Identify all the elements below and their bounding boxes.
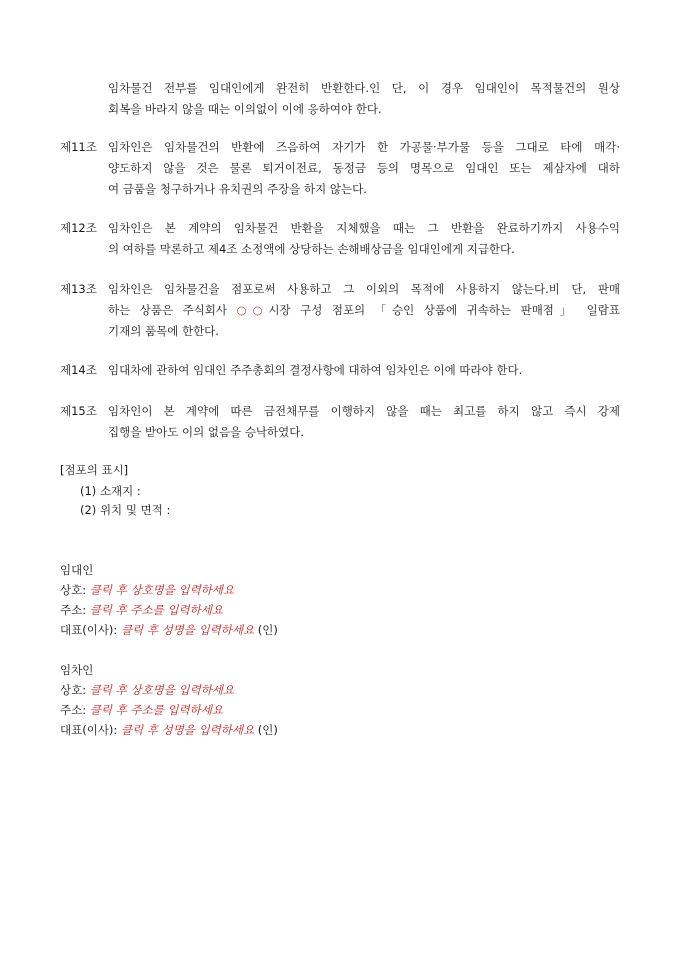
lessee-company-row — [60, 680, 234, 701]
article-line: 기재의 품목에 한한다. — [108, 324, 219, 338]
store-area-item: (2) 위치 및 면적 : — [80, 503, 171, 517]
article-line: 임대차에 관하여 임대인 주주총회의 결정사항에 대하여 임차인은 이에 따라야 한다. — [108, 363, 523, 377]
store-location-item: (1) 소재지 : — [80, 484, 141, 498]
store-section-heading: [점포의 표시] — [60, 463, 129, 477]
article-line — [108, 300, 620, 321]
seal-mark: (인) — [254, 623, 278, 637]
lessor-representative-row — [60, 620, 278, 641]
lessee-company-field[interactable]: 클릭 후 상호명을 입력하세요 — [89, 683, 235, 697]
lessee-address-row — [60, 700, 223, 721]
lessee-representative-row — [60, 720, 278, 741]
representative-label: 대표(이사): — [60, 623, 121, 637]
lessor-address-row — [60, 600, 223, 621]
article-line: 임차인은 임차물건의 반환에 즈음하여 자기가 한 가공물·부가물 등을 그대로 타에 매각· — [108, 140, 620, 154]
market-name-marker: ○○ — [236, 303, 269, 317]
article-15-text — [108, 401, 620, 443]
representative-label: 대표(이사): — [60, 723, 121, 737]
seal-mark: (인) — [254, 723, 278, 737]
article-12-number: 제12조 — [60, 221, 97, 235]
lessor-company-field[interactable]: 클릭 후 상호명을 입력하세요 — [89, 583, 235, 597]
article-line: 임차인이 본 계약에 따른 금전채무를 이행하지 않을 때는 최고를 하지 않고 즉시 강제 — [108, 404, 620, 418]
company-label: 상호: — [60, 583, 90, 597]
article-15-number: 제15조 — [60, 404, 97, 418]
article-13-line2-end: 시장 구성 점포의 「승인 상품에 귀속하는 판매점」 일람표 — [268, 303, 620, 317]
continuation-paragraph — [108, 78, 620, 120]
address-label: 주소: — [60, 703, 90, 717]
article-14-text — [108, 360, 620, 381]
lessor-representative-field[interactable]: 클릭 후 성명을 입력하세요 — [120, 623, 255, 637]
lessor-company-row — [60, 580, 234, 601]
article-14-number: 제14조 — [60, 363, 97, 377]
article-12-text — [108, 218, 620, 260]
article-line: 집행을 받아도 이의 없음을 승낙하였다. — [108, 425, 305, 439]
article-line: 여 금품을 청구하거나 유치권의 주장을 하지 않는다. — [108, 182, 367, 196]
article-line: 의 여하를 막론하고 제4조 소정액에 상당하는 손해배상금을 임대인에게 지급한다. — [108, 242, 515, 256]
continuation-line: 회복을 바라지 않을 때는 이의없이 이에 응하여야 한다. — [108, 102, 382, 116]
lessor-title: 임대인 — [60, 563, 94, 577]
lessor-address-field[interactable]: 클릭 후 주소를 입력하세요 — [89, 603, 223, 617]
article-13-line2-start: 하는 상품은 주식회사 — [108, 303, 237, 317]
lessee-title: 임차인 — [60, 663, 94, 677]
article-line: 양도하지 않을 것은 물론 퇴거이전료, 동정금 등의 명목으로 임대인 또는 제삼자에 대하 — [108, 161, 620, 175]
article-line: 임차인은 본 계약의 임차물건 반환을 지체했을 때는 그 반환을 완료하기까지 사용수익 — [108, 221, 620, 235]
continuation-line: 임차물건 전부를 임대인에게 완전히 반환한다.인 단, 이 경우 임대인이 목적물건의 원상 — [108, 81, 620, 95]
article-13-text — [108, 279, 620, 342]
article-line: 임차인은 임차물건을 점포로써 사용하고 그 이외의 목적에 사용하지 않는다.비 단, 판매 — [108, 282, 620, 296]
article-11-number: 제11조 — [60, 140, 97, 154]
company-label: 상호: — [60, 683, 90, 697]
article-11-text — [108, 137, 620, 200]
article-13-number: 제13조 — [60, 282, 97, 296]
lessee-representative-field[interactable]: 클릭 후 성명을 입력하세요 — [120, 723, 255, 737]
address-label: 주소: — [60, 603, 90, 617]
lessee-address-field[interactable]: 클릭 후 주소를 입력하세요 — [89, 703, 223, 717]
